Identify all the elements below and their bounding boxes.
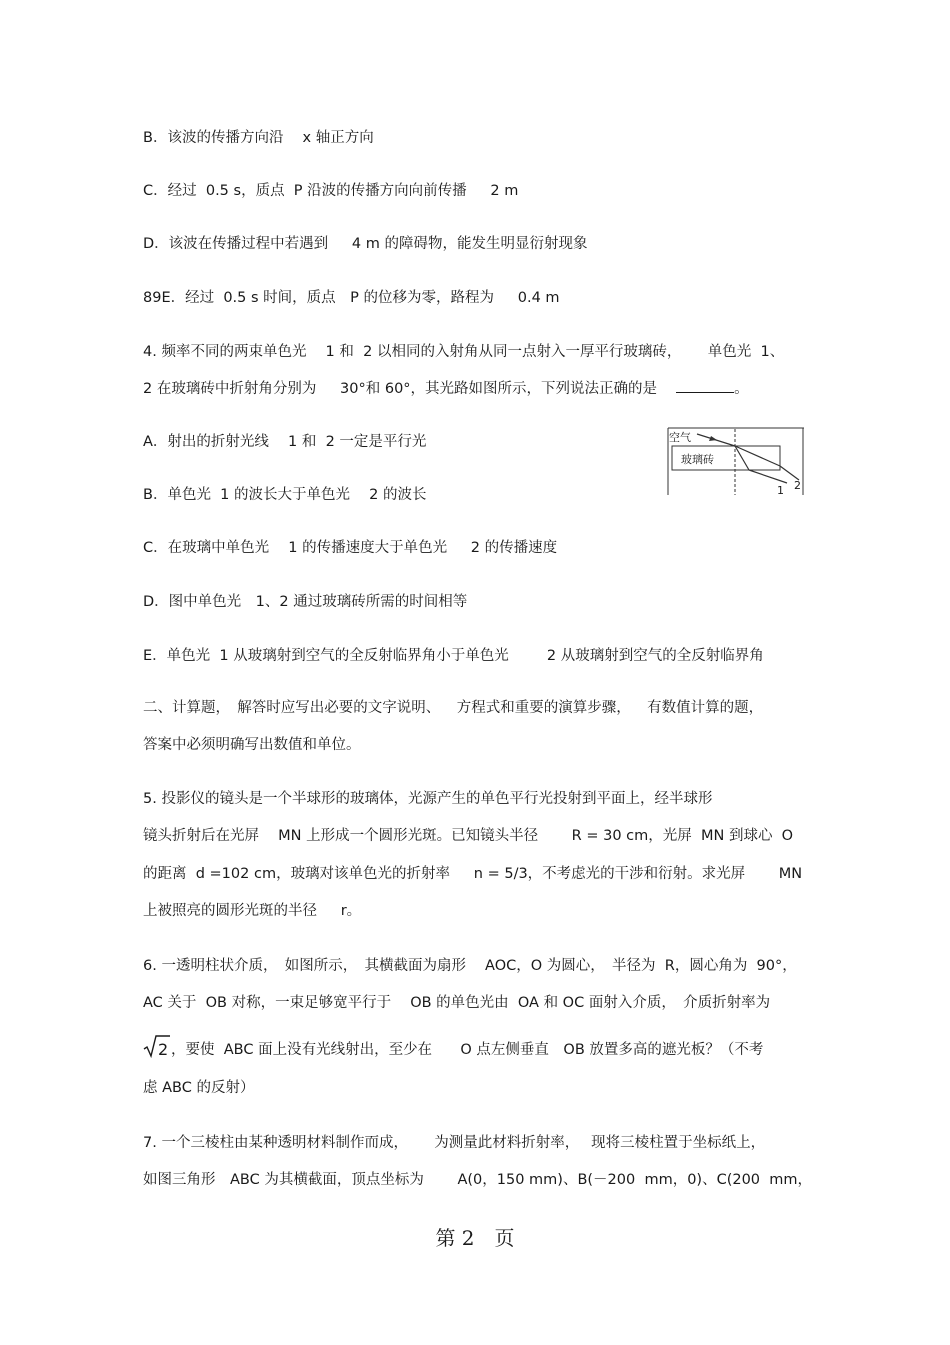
option-e-q3: 89E．经过 0.5 s 时间，质点 P 的位移为零，路程为 0.4 m — [143, 290, 560, 306]
option-d-q4: D．图中单色光 1、2 通过玻璃砖所需的时间相等 — [143, 594, 468, 610]
option-a-q4: A．射出的折射光线 1 和 2 一定是平行光 — [143, 434, 427, 450]
option-b-q4: B．单色光 1 的波长大于单色光 2 的波长 — [143, 487, 427, 503]
question-4-line-1: 4. 频率不同的两束单色光 1 和 2 以相同的入射角从同一点射入一厚平行玻璃砖， 单色光 1、 — [143, 344, 785, 360]
question-6-line-1: 6. 一透明柱状介质， 如图所示， 其横截面为扇形 AOC，O 为圆心， 半径为 R，圆心角为 90°， — [143, 958, 797, 974]
glass-brick-label: 玻璃砖 — [681, 453, 714, 466]
sqrt-symbol — [143, 1034, 171, 1060]
option-c-q3: C．经过 0.5 s，质点 P 沿波的传播方向向前传播 2 m — [143, 183, 519, 199]
option-c-q4: C．在玻璃中单色光 1 的传播速度大于单色光 2 的传播速度 — [143, 540, 558, 556]
page-number: 第 2 页 — [435, 1226, 515, 1250]
question-5-line-4: 上被照亮的圆形光斑的半径 r。 — [143, 903, 362, 919]
question-4-period: 。 — [734, 381, 749, 397]
question-6-line-2: AC 关于 OB 对称，一束足够宽平行于 OB 的单色光由 OA 和 OC 面射入介质， 介质折射率为 — [143, 995, 771, 1011]
section-2-heading-line-1: 二、计算题， 解答时应写出必要的文字说明、 方程式和重要的演算步骤， 有数值计算的题， — [143, 700, 764, 716]
question-4-line-2 — [143, 378, 749, 399]
option-e-q4: E．单色光 1 从玻璃射到空气的全反射临界角小于单色光 2 从玻璃射到空气的全反射临界角 — [143, 648, 764, 664]
air-label: 空气 — [669, 431, 691, 444]
refracted-ray-2 — [735, 446, 780, 466]
sqrt-radicand: 2 — [158, 1040, 169, 1059]
question-7-line-1: 7. 一个三棱柱由某种透明材料制作而成， 为测量此材料折射率， 现将三棱柱置于坐标纸上， — [143, 1135, 766, 1151]
question-6-line-4: 虑 ABC 的反射） — [143, 1080, 255, 1096]
emergent-ray-1 — [749, 470, 787, 483]
question-4-text: 2 在玻璃砖中折射角分别为 30°和 60°，其光路如图所示，下列说法正确的是 — [143, 381, 677, 397]
ray-2-label: 2 — [794, 479, 801, 492]
answer-blank — [676, 378, 734, 393]
question-6-line-3: ，要使 ABC 面上没有光线射出，至少在 O 点左侧垂直 OB 放置多高的遮光板？（不考 — [171, 1042, 764, 1058]
question-5-line-2: 镜头折射后在光屏 MN 上形成一个圆形光斑。已知镜头半径 R = 30 cm，光屏 MN 到球心 O — [143, 828, 794, 844]
question-7-line-2: 如图三角形 ABC 为其横截面，顶点坐标为 A(0，150 mm)、B(－200 mm，0)、C(200 mm， — [143, 1172, 813, 1188]
option-d-q3: D．该波在传播过程中若遇到 4 m 的障碍物，能发生明显衍射现象 — [143, 236, 588, 252]
section-2-heading-line-2: 答案中必须明确写出数值和单位。 — [143, 737, 361, 753]
emergent-ray-2 — [780, 466, 799, 480]
question-5-line-1: 5. 投影仪的镜头是一个半球形的玻璃体，光源产生的单色平行光投射到平面上，经半球形 — [143, 791, 713, 807]
ray-1-label: 1 — [777, 484, 784, 496]
glass-brick-diagram — [667, 426, 805, 496]
question-5-line-3: 的距离 d =102 cm，玻璃对该单色光的折射率 n = 5/3，不考虑光的干涉和衍射。求光屏 MN — [143, 866, 803, 882]
option-b-q3: B．该波的传播方向沿 x 轴正方向 — [143, 130, 374, 146]
